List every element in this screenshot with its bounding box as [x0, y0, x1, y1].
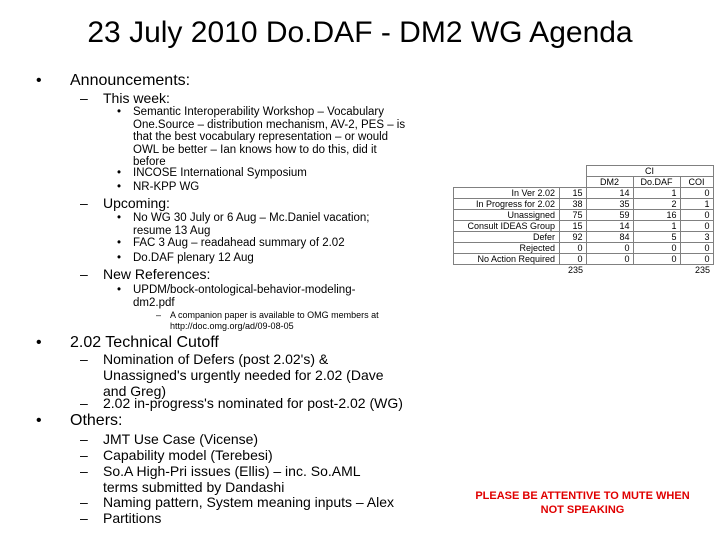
cell-value: 3 — [680, 232, 713, 243]
row-total: 15 — [560, 188, 587, 199]
cell-value: 0 — [680, 254, 713, 265]
cell-value: 14 — [586, 188, 633, 199]
table-row — [454, 221, 714, 232]
table-row — [454, 254, 714, 265]
others-item: JMT Use Case (Vicense) — [103, 431, 259, 447]
others-item: Naming pattern, System meaning inputs – Alex — [103, 494, 395, 510]
bullet-dot: • — [117, 181, 122, 193]
cell-value: 84 — [586, 232, 633, 243]
dash: – — [156, 310, 162, 320]
bullet-dot: • — [117, 237, 122, 249]
table-row — [454, 188, 714, 199]
bullet-dot: • — [36, 412, 42, 429]
dash: – — [80, 447, 88, 463]
dash: – — [80, 494, 88, 510]
bullet-dot: • — [117, 252, 122, 264]
table-row — [454, 199, 714, 210]
dash: – — [80, 351, 88, 367]
bullet-dot: • — [36, 334, 42, 351]
mute-notice: PLEASE BE ATTENTIVE TO MUTE WHEN NOT SPEAKING — [475, 490, 690, 516]
announcement-item: INCOSE International Symposium — [133, 167, 307, 179]
row-label: Rejected — [454, 243, 560, 254]
upcoming-item: Do.DAF plenary 12 Aug — [133, 252, 254, 264]
new-references-heading: New References: — [103, 266, 211, 282]
column-header: DM2 — [586, 177, 633, 188]
row-label: In Ver 2.02 — [454, 188, 560, 199]
footer-total-left: 235 — [567, 265, 583, 275]
this-week-heading: This week: — [103, 90, 170, 106]
others-item: So.A High-Pri issues (Ellis) – inc. So.AML terms submitted by Dandashi — [103, 463, 361, 495]
row-total: 0 — [560, 254, 587, 265]
cell-value: 0 — [680, 210, 713, 221]
row-label: No Action Required — [454, 254, 560, 265]
reference-subitem: A companion paper is available to OMG members at http://doc.omg.org/ad/09-08-05 — [170, 310, 379, 331]
cell-value: 0 — [586, 243, 633, 254]
cell-value: 1 — [680, 199, 713, 210]
bullet-dot: • — [117, 106, 122, 118]
dash: – — [80, 510, 88, 526]
ci-status-table — [453, 165, 714, 275]
cell-value: 59 — [586, 210, 633, 221]
others-item: Capability model (Terebesi) — [103, 447, 273, 463]
page-title: 23 July 2010 Do.DAF - DM2 WG Agenda — [87, 16, 633, 49]
dash: – — [80, 266, 88, 282]
row-total: 75 — [560, 210, 587, 221]
cell-value: 1 — [633, 188, 680, 199]
bullet-dot: • — [117, 167, 122, 179]
row-label: Unassigned — [454, 210, 560, 221]
upcoming-item: No WG 30 July or 6 Aug – Mc.Daniel vacation; resume 13 Aug — [133, 212, 370, 237]
cell-value: 14 — [586, 221, 633, 232]
cutoff-heading: 2.02 Technical Cutoff — [70, 334, 219, 351]
row-total: 15 — [560, 221, 587, 232]
row-total: 92 — [560, 232, 587, 243]
cell-value: 0 — [680, 221, 713, 232]
dash: – — [80, 395, 88, 411]
dash: – — [80, 463, 88, 479]
dash: – — [80, 90, 88, 106]
announcement-item: Semantic Interoperability Workshop – Vocabulary One.Source – distribution mechanism, AV-2, PES – is that the best vocabulary representation – or would OWL be better – Ian knows how to do this, did it before — [133, 106, 406, 168]
cutoff-item: Nomination of Defers (post 2.02's) & Unassigned's urgently needed for 2.02 (Dave and Greg) — [103, 351, 384, 399]
table-row — [454, 210, 714, 221]
cell-value: 16 — [633, 210, 680, 221]
row-label: Consult IDEAS Group — [454, 221, 560, 232]
cell-value: 0 — [680, 243, 713, 254]
table-group-header: CI — [586, 166, 713, 177]
cell-value: 0 — [586, 254, 633, 265]
announcements-heading: Announcements: — [70, 72, 191, 89]
dash: – — [80, 431, 88, 447]
row-total: 0 — [560, 243, 587, 254]
cutoff-item: 2.02 in-progress's nominated for post-2.02 (WG) — [103, 395, 403, 411]
table-row — [454, 232, 714, 243]
row-label: Defer — [454, 232, 560, 243]
cell-value: 0 — [680, 188, 713, 199]
cell-value: 0 — [633, 243, 680, 254]
others-heading: Others: — [70, 412, 123, 429]
cell-value: 5 — [633, 232, 680, 243]
upcoming-heading: Upcoming: — [103, 195, 170, 211]
row-total: 38 — [560, 199, 587, 210]
column-header: Do.DAF — [633, 177, 680, 188]
column-header: COI — [680, 177, 713, 188]
reference-item: UPDM/bock-ontological-behavior-modeling-dm2.pdf — [133, 284, 356, 309]
announcement-item: NR-KPP WG — [133, 181, 200, 193]
cell-value: 35 — [586, 199, 633, 210]
table-row — [454, 243, 714, 254]
bullet-dot: • — [36, 72, 42, 89]
bullet-dot: • — [117, 284, 122, 296]
row-label: In Progress for 2.02 — [454, 199, 560, 210]
cell-value: 1 — [633, 221, 680, 232]
upcoming-item: FAC 3 Aug – readahead summary of 2.02 — [133, 237, 345, 249]
others-item: Partitions — [103, 510, 162, 526]
dash: – — [80, 195, 88, 211]
bullet-dot: • — [117, 212, 122, 224]
cell-value: 0 — [633, 254, 680, 265]
cell-value: 2 — [633, 199, 680, 210]
footer-total-right: 235 — [694, 265, 710, 275]
